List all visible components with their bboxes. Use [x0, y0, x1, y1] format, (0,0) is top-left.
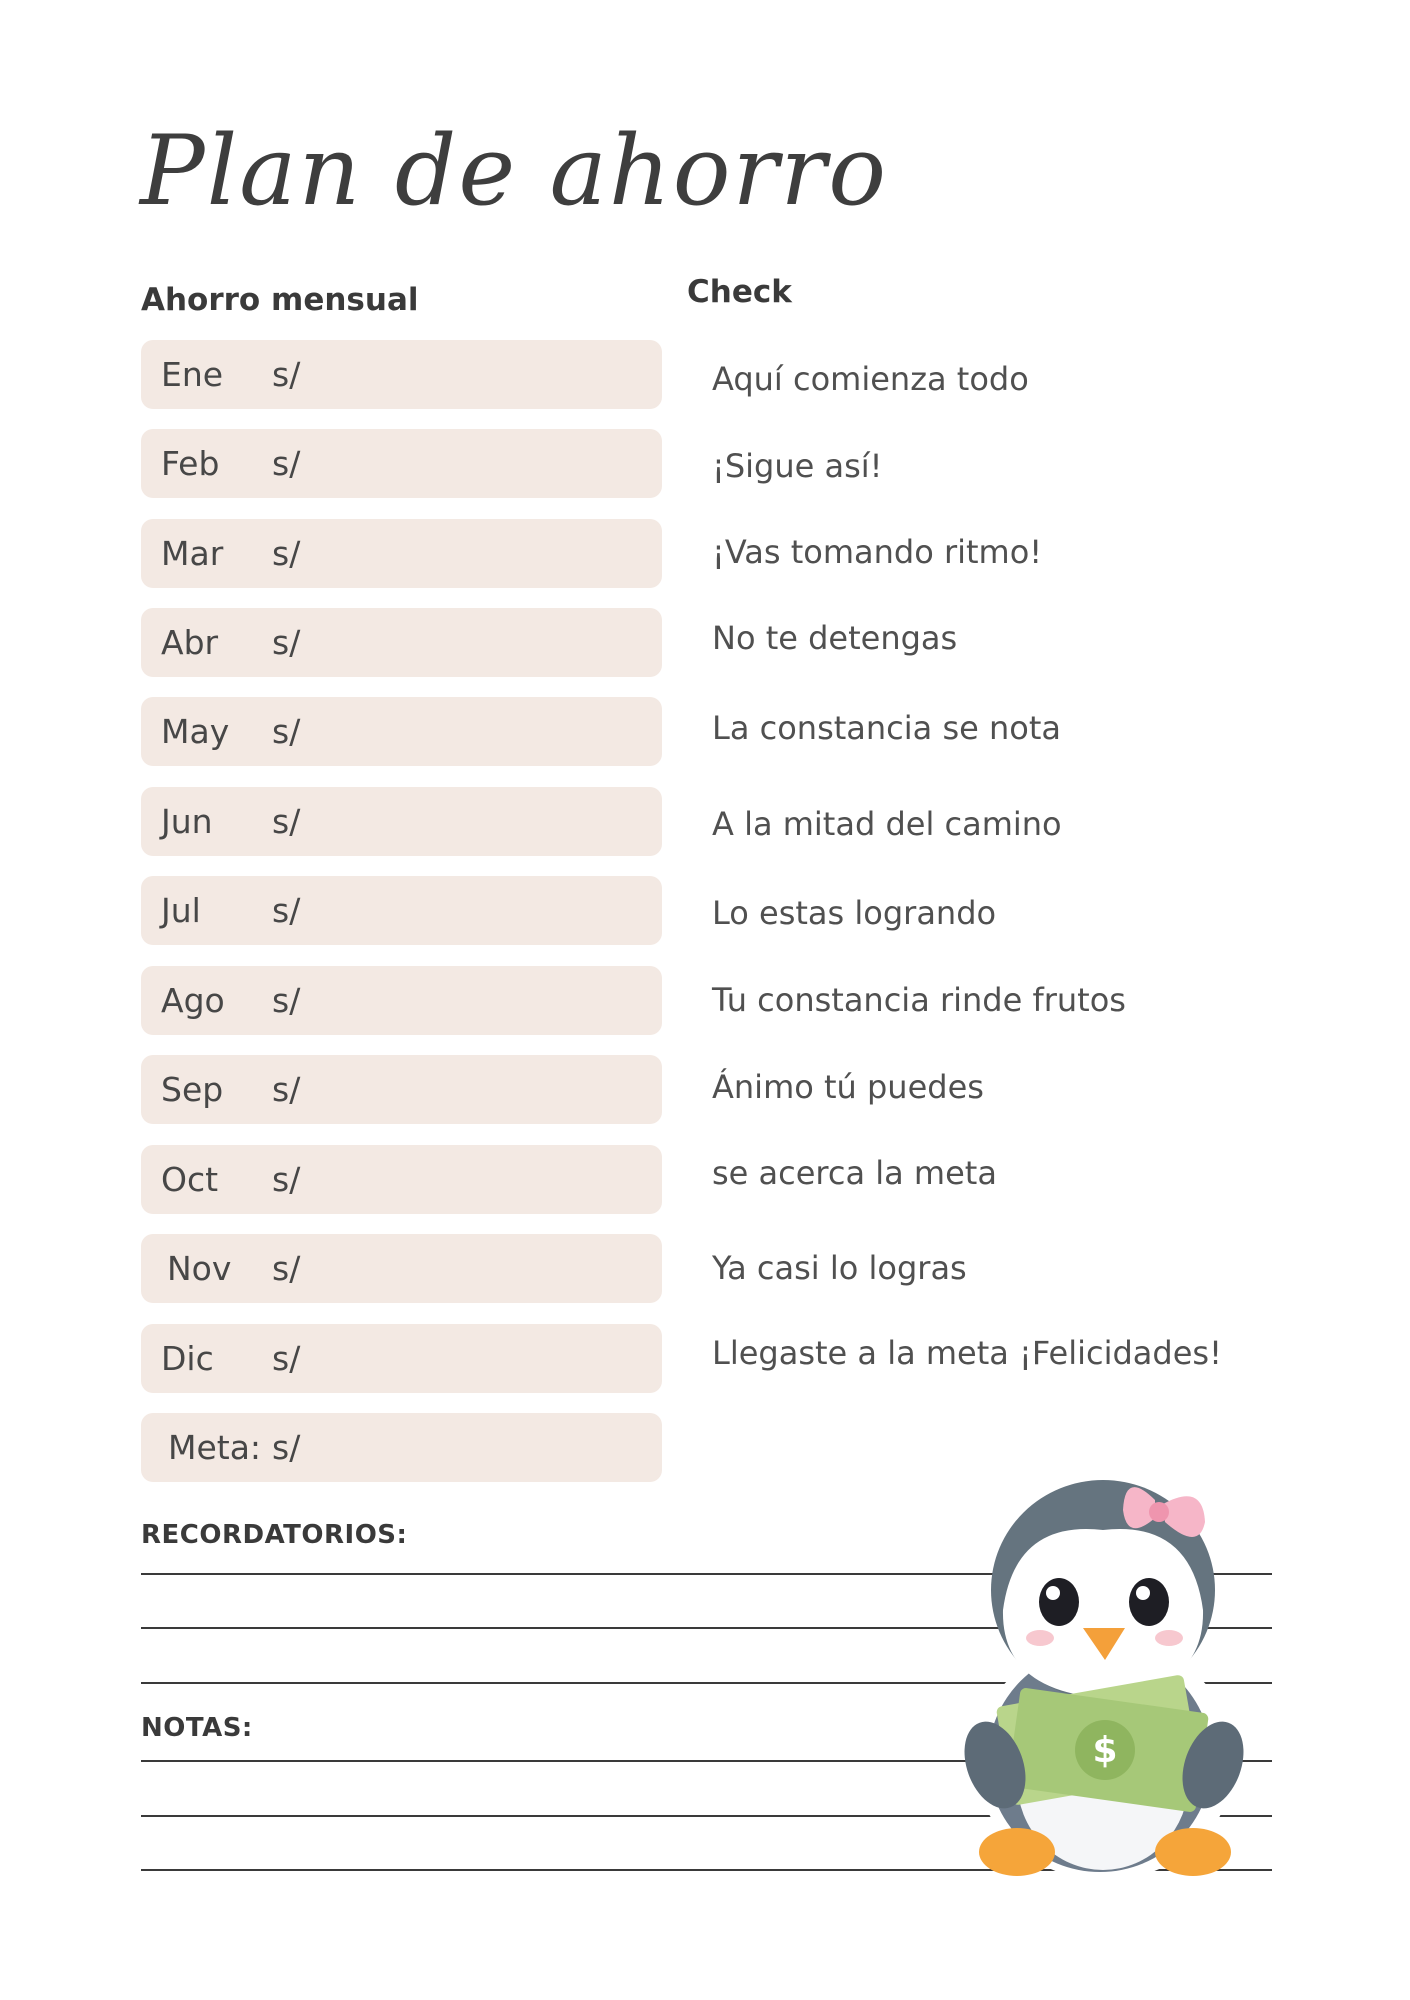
notes-heading: NOTAS: [141, 1713, 253, 1743]
currency-label: s/ [272, 623, 301, 662]
month-field-dic[interactable] [141, 1324, 662, 1393]
month-field-ene[interactable] [141, 340, 662, 409]
goal-field[interactable] [141, 1413, 662, 1482]
check-message-may: La constancia se nota [712, 709, 1061, 747]
check-message-nov: Ya casi lo logras [712, 1249, 967, 1287]
month-label: Feb [161, 444, 220, 483]
currency-label: s/ [272, 1339, 301, 1378]
currency-label: s/ [272, 1070, 301, 1109]
month-label: Abr [161, 623, 219, 662]
eye-highlight [1046, 1586, 1060, 1600]
month-label: Jul [161, 891, 201, 930]
check-message-mar: ¡Vas tomando ritmo! [712, 533, 1043, 571]
currency-label: s/ [272, 802, 301, 841]
penguin-face [1003, 1529, 1203, 1698]
currency-label: s/ [272, 1160, 301, 1199]
check-message-oct: se acerca la meta [712, 1154, 997, 1192]
penguin-left-eye [1039, 1578, 1079, 1626]
check-message-jun: A la mitad del camino [712, 805, 1062, 843]
month-label: Ene [161, 355, 224, 394]
page-title: Plan de ahorro [140, 115, 889, 227]
penguin-cheek [1155, 1630, 1183, 1646]
month-field-ago[interactable] [141, 966, 662, 1035]
currency-label: s/ [272, 1428, 301, 1467]
month-field-may[interactable] [141, 697, 662, 766]
month-label: Nov [167, 1249, 232, 1288]
penguin-right-eye [1129, 1578, 1169, 1626]
currency-label: s/ [272, 534, 301, 573]
month-field-abr[interactable] [141, 608, 662, 677]
month-field-sep[interactable] [141, 1055, 662, 1124]
goal-label: Meta: [168, 1428, 262, 1467]
month-field-jun[interactable] [141, 787, 662, 856]
month-label: Mar [161, 534, 224, 573]
penguin-right-foot [1155, 1828, 1231, 1876]
check-message-sep: Ánimo tú puedes [712, 1068, 984, 1106]
month-label: May [161, 712, 230, 751]
currency-label: s/ [272, 1249, 301, 1288]
currency-label: s/ [272, 355, 301, 394]
month-label: Ago [161, 981, 225, 1020]
month-label: Sep [161, 1070, 224, 1109]
check-message-dic: Llegaste a la meta ¡Felicidades! [712, 1334, 1222, 1372]
check-message-jul: Lo estas logrando [712, 894, 997, 932]
check-message-feb: ¡Sigue así! [712, 447, 883, 485]
monthly-savings-heading: Ahorro mensual [141, 282, 419, 318]
month-field-oct[interactable] [141, 1145, 662, 1214]
month-field-feb[interactable] [141, 429, 662, 498]
month-field-nov[interactable] [141, 1234, 662, 1303]
money-bills-icon [996, 1674, 1209, 1812]
currency-label: s/ [272, 981, 301, 1020]
month-label: Jun [161, 802, 213, 841]
currency-label: s/ [272, 891, 301, 930]
month-field-mar[interactable] [141, 519, 662, 588]
penguin-left-foot [979, 1828, 1055, 1876]
check-message-ago: Tu constancia rinde frutos [712, 981, 1126, 1019]
penguin-cheek [1026, 1630, 1054, 1646]
check-heading: Check [687, 274, 792, 310]
month-label: Oct [161, 1160, 219, 1199]
month-field-jul[interactable] [141, 876, 662, 945]
penguin-illustration [955, 1460, 1255, 1880]
eye-highlight [1136, 1586, 1150, 1600]
svg-text:$: $ [1092, 1730, 1118, 1771]
currency-label: s/ [272, 712, 301, 751]
reminders-heading: RECORDATORIOS: [141, 1520, 408, 1550]
month-label: Dic [161, 1339, 214, 1378]
check-message-abr: No te detengas [712, 619, 958, 657]
currency-label: s/ [272, 444, 301, 483]
check-message-ene: Aquí comienza todo [712, 360, 1029, 398]
